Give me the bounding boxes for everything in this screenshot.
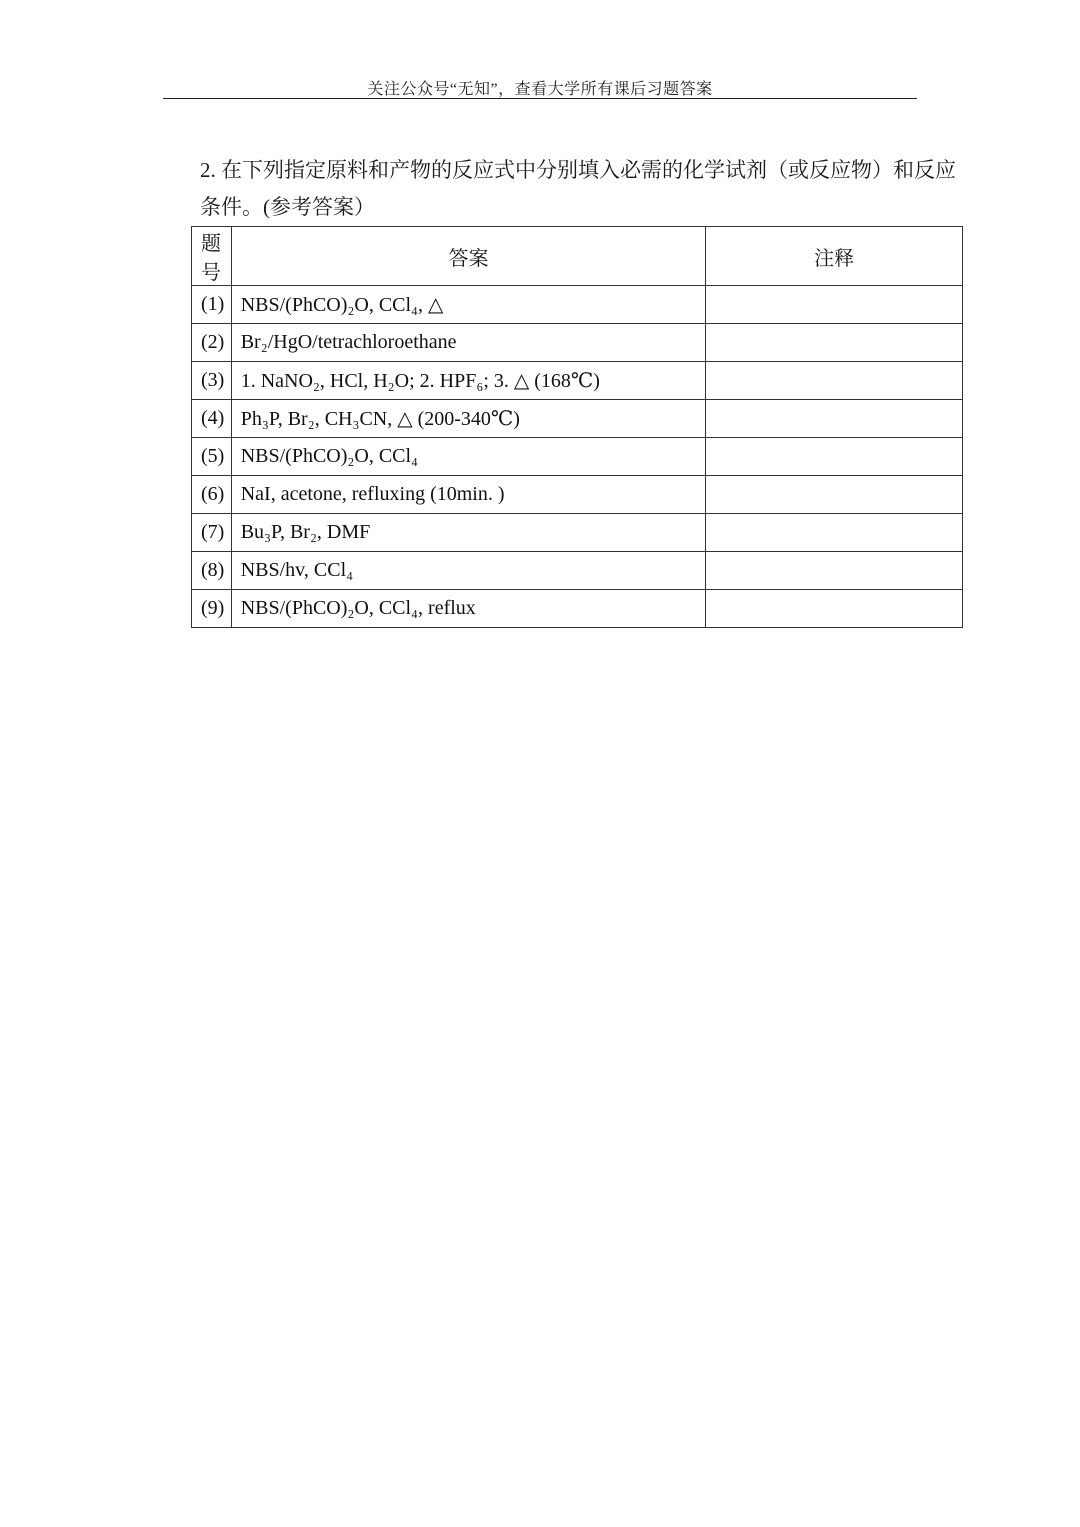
table-row (192, 590, 963, 628)
table-header-row (192, 227, 963, 286)
row-note (706, 400, 963, 438)
header-answer: 答案 (231, 227, 706, 286)
row-answer: Br₂/HgO/tetrachloroethane (231, 324, 706, 362)
row-number: (7) (192, 514, 232, 552)
row-answer: Bu₃P, Br₂, DMF (231, 514, 706, 552)
row-answer: NBS/(PhCO)₂O, CCl₄, reflux (231, 590, 706, 628)
row-answer: NaI, acetone, refluxing (10min. ) (231, 476, 706, 514)
row-number: (5) (192, 438, 232, 476)
header-number: 题号 (192, 227, 232, 286)
row-number: (4) (192, 400, 232, 438)
row-note (706, 552, 963, 590)
row-answer: Ph₃P, Br₂, CH₃CN, △ (200-340℃) (231, 400, 706, 438)
row-note (706, 590, 963, 628)
row-number: (1) (192, 286, 232, 324)
row-note (706, 514, 963, 552)
row-note (706, 324, 963, 362)
row-number: (9) (192, 590, 232, 628)
row-number: (3) (192, 362, 232, 400)
question-text: 2. 在下列指定原料和产物的反应式中分别填入必需的化学试剂（或反应物）和反应条件。(参考答案） (200, 158, 956, 219)
row-number: (6) (192, 476, 232, 514)
table-row (192, 362, 963, 400)
row-note (706, 286, 963, 324)
row-answer: 1. NaNO₂, HCl, H₂O; 2. HPF₆; 3. △ (168℃) (231, 362, 706, 400)
answer-table (191, 226, 963, 628)
table-row (192, 286, 963, 324)
row-note (706, 438, 963, 476)
table-row (192, 476, 963, 514)
row-note (706, 476, 963, 514)
table-row (192, 552, 963, 590)
header-note: 注释 (706, 227, 963, 286)
row-answer: NBS/(PhCO)₂O, CCl₄, △ (231, 286, 706, 324)
table-row (192, 514, 963, 552)
table-row (192, 400, 963, 438)
row-number: (8) (192, 552, 232, 590)
row-note (706, 362, 963, 400)
row-number: (2) (192, 324, 232, 362)
table-row (192, 324, 963, 362)
page-header: 关注公众号“无知”，查看大学所有课后习题答案 (367, 81, 713, 98)
table-row (192, 438, 963, 476)
header-divider (163, 98, 917, 99)
row-answer: NBS/hv, CCl₄ (231, 552, 706, 590)
row-answer: NBS/(PhCO)₂O, CCl₄ (231, 438, 706, 476)
